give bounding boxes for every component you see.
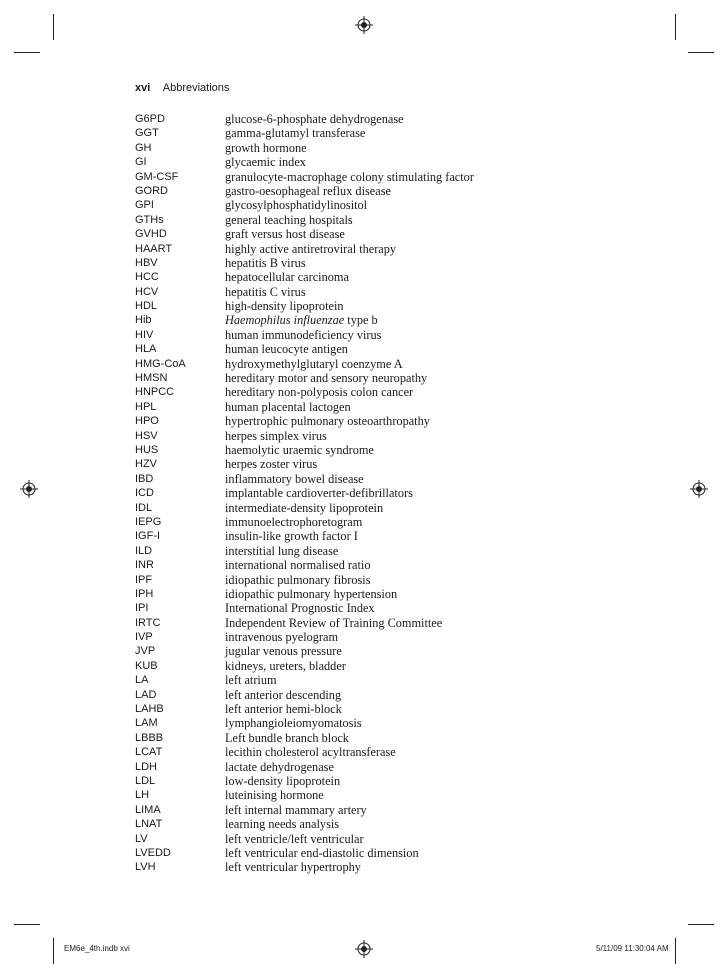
abbreviation-term: KUB: [135, 659, 158, 672]
list-item: [135, 213, 635, 227]
abbreviation-term: G6PD: [135, 113, 165, 125]
abbreviation-definition: idiopathic pulmonary fibrosis: [225, 572, 371, 587]
abbreviation-term: HMSN: [135, 372, 168, 385]
abbreviation-term: LCAT: [135, 746, 163, 759]
abbreviation-definition: granulocyte-macrophage colony stimulating factor: [225, 169, 474, 184]
definition-italic-part: Haemophilus influenzae: [225, 313, 345, 328]
abbreviation-term: GPI: [135, 199, 154, 212]
list-item: [135, 745, 635, 759]
abbreviation-term: IEPG: [135, 515, 162, 528]
registration-mark-icon: [355, 940, 373, 958]
abbreviation-definition: human placental lactogen: [225, 399, 351, 414]
abbreviation-term: LVH: [135, 861, 156, 874]
abbreviation-term: IPH: [135, 587, 154, 600]
list-item: [135, 313, 635, 327]
list-item: [135, 486, 635, 500]
abbreviation-term: HCV: [135, 285, 159, 298]
abbreviation-definition: left anterior descending: [225, 687, 342, 702]
abbreviation-term: HDL: [135, 300, 158, 313]
list-item: [135, 702, 635, 716]
abbreviation-term: GVHD: [135, 228, 167, 241]
list-item: [135, 803, 635, 817]
abbreviation-definition: implantable cardioverter-defibrillators: [225, 486, 413, 501]
list-item: [135, 414, 635, 428]
abbreviation-definition: graft versus host disease: [225, 227, 345, 242]
list-item: [135, 472, 635, 486]
registration-mark-icon: [690, 480, 708, 498]
abbreviation-definition: insulin-like growth factor I: [225, 529, 358, 544]
abbreviation-definition: left internal mammary artery: [225, 802, 367, 817]
abbreviation-term: IGF-I: [135, 530, 161, 543]
abbreviation-definition: human leucocyte antigen: [225, 342, 348, 357]
abbreviation-term: LDL: [135, 774, 156, 787]
registration-mark-icon: [355, 16, 373, 34]
abbreviation-definition: gastro-oesophageal reflux disease: [225, 183, 391, 198]
list-item: [135, 371, 635, 385]
abbreviation-definition: high-density lipoprotein: [225, 299, 344, 314]
abbreviation-definition: international normalised ratio: [225, 558, 371, 573]
abbreviation-term: GH: [135, 141, 152, 154]
abbreviation-definition: growth hormone: [225, 140, 307, 155]
list-item: [135, 529, 635, 543]
abbreviation-definition: International Prognostic Index: [225, 601, 375, 616]
list-item: [135, 141, 635, 155]
abbreviation-definition: Left bundle branch block: [225, 730, 349, 745]
crop-mark: [53, 938, 54, 964]
abbreviation-definition: herpes simplex virus: [225, 428, 327, 443]
abbreviation-term: HLA: [135, 343, 157, 356]
abbreviation-term: GI: [135, 156, 147, 169]
abbreviation-term: HZV: [135, 458, 157, 471]
list-item: [135, 673, 635, 687]
abbreviation-term: LNAT: [135, 818, 163, 831]
abbreviation-term: HUS: [135, 443, 159, 456]
abbreviation-term: LAHB: [135, 703, 164, 716]
abbreviation-term: HSV: [135, 429, 158, 442]
abbreviation-term: IPF: [135, 573, 153, 586]
list-item: [135, 285, 635, 299]
abbreviation-definition: jugular venous pressure: [225, 644, 342, 659]
abbreviation-definition: gamma-glutamyl transferase: [225, 126, 366, 141]
abbreviation-definition: inflammatory bowel disease: [225, 471, 364, 486]
abbreviation-term: LH: [135, 789, 150, 802]
list-item: [135, 400, 635, 414]
abbreviation-term: LDH: [135, 760, 158, 773]
list-item: [135, 716, 635, 730]
list-item: [135, 846, 635, 860]
crop-mark: [688, 52, 714, 53]
crop-mark: [688, 924, 714, 925]
list-item: [135, 601, 635, 615]
abbreviation-definition: glycaemic index: [225, 155, 306, 170]
abbreviation-definition: lecithin cholesterol acyltransferase: [225, 745, 396, 760]
list-item: [135, 155, 635, 169]
abbreviation-definition: intermediate-density lipoprotein: [225, 500, 384, 515]
abbreviation-term: IRTC: [135, 616, 161, 629]
abbreviation-term: HNPCC: [135, 386, 175, 399]
abbreviation-term: GORD: [135, 184, 168, 197]
definition-rest: type b: [344, 313, 378, 328]
abbreviation-definition: lymphangioleiomyomatosis: [225, 716, 362, 731]
running-head-title: Abbreviations: [162, 82, 230, 94]
abbreviation-term: LA: [135, 674, 149, 687]
abbreviation-definition: learning needs analysis: [225, 817, 340, 832]
abbreviation-term: LAD: [135, 688, 157, 701]
list-item: [135, 659, 635, 673]
abbreviation-term: GGT: [135, 127, 159, 140]
abbreviation-term: IVP: [135, 631, 153, 644]
list-item: [135, 385, 635, 399]
abbreviation-definition: highly active antiretroviral therapy: [225, 241, 397, 256]
crop-mark: [14, 52, 40, 53]
abbreviation-definition: left ventricle/left ventricular: [225, 831, 364, 846]
list-item: [135, 501, 635, 515]
slug-file: EM6e_4th.indb xvi: [64, 944, 130, 953]
abbreviation-term: HPL: [135, 400, 157, 413]
list-item: [135, 860, 635, 874]
running-head: [135, 82, 229, 94]
abbreviation-definition: haemolytic uraemic syndrome: [225, 442, 374, 457]
abbreviation-term: ICD: [135, 487, 154, 500]
list-item: [135, 515, 635, 529]
abbreviation-definition: luteinising hormone: [225, 788, 324, 803]
list-item: [135, 328, 635, 342]
abbreviation-definition: herpes zoster virus: [225, 457, 318, 472]
list-item: [135, 817, 635, 831]
list-item: [135, 256, 635, 270]
list-item: [135, 270, 635, 284]
abbreviation-term: INR: [135, 559, 154, 572]
abbreviation-term: LBBB: [135, 731, 164, 744]
abbreviation-definition: interstitial lung disease: [225, 543, 339, 558]
abbreviation-definition: hepatitis B virus: [225, 255, 306, 270]
abbreviation-definition: left ventricular hypertrophy: [225, 860, 361, 875]
list-item: [135, 558, 635, 572]
list-item: [135, 760, 635, 774]
abbreviation-definition: kidneys, ureters, bladder: [225, 658, 346, 673]
abbreviation-term: HIV: [135, 328, 154, 341]
registration-mark-icon: [20, 480, 38, 498]
abbreviation-definition: Independent Review of Training Committee: [225, 615, 443, 630]
list-item: [135, 688, 635, 702]
abbreviation-definition: immunoelectrophoretogram: [225, 514, 363, 529]
list-item: [135, 112, 635, 126]
abbreviation-definition: low-density lipoprotein: [225, 773, 341, 788]
abbreviation-definition: hereditary motor and sensory neuropathy: [225, 371, 428, 386]
abbreviation-definition: glucose-6-phosphate dehydrogenase: [225, 112, 404, 126]
abbreviation-term: GM-CSF: [135, 170, 179, 183]
list-item: [135, 788, 635, 802]
crop-mark: [675, 938, 676, 964]
list-item: [135, 544, 635, 558]
abbreviation-term: HMG-CoA: [135, 357, 186, 370]
abbreviation-term: IBD: [135, 472, 154, 485]
page-number: xvi: [135, 82, 151, 94]
abbreviation-definition: lactate dehydrogenase: [225, 759, 334, 774]
list-item: [135, 573, 635, 587]
abbreviation-term: IDL: [135, 501, 153, 514]
abbreviation-definition: left anterior hemi-block: [225, 702, 342, 717]
abbreviation-term: HPO: [135, 415, 159, 428]
list-item: [135, 832, 635, 846]
abbreviation-definition: left atrium: [225, 673, 277, 688]
abbreviation-definition: hepatocellular carcinoma: [225, 270, 349, 285]
list-item: [135, 587, 635, 601]
list-item: [135, 342, 635, 356]
abbreviation-term: LV: [135, 832, 148, 845]
abbreviation-list: [135, 112, 635, 875]
list-item: [135, 630, 635, 644]
slug-timestamp: 5/11/09 11:30:04 AM: [596, 944, 669, 953]
list-item: [135, 126, 635, 140]
list-item: [135, 731, 635, 745]
list-item: [135, 644, 635, 658]
list-item: [135, 357, 635, 371]
list-item: [135, 184, 635, 198]
abbreviation-term: LVEDD: [135, 846, 171, 859]
list-item: [135, 616, 635, 630]
crop-mark: [14, 924, 40, 925]
abbreviation-definition: hydroxymethylglutaryl coenzyme A: [225, 356, 403, 371]
list-item: [135, 443, 635, 457]
abbreviation-definition: idiopathic pulmonary hypertension: [225, 586, 398, 601]
abbreviation-term: LIMA: [135, 803, 161, 816]
abbreviation-definition: hereditary non-polyposis colon cancer: [225, 385, 414, 400]
abbreviation-term: HCC: [135, 271, 159, 284]
abbreviation-definition: hypertrophic pulmonary osteoarthropathy: [225, 414, 430, 429]
abbreviation-term: LAM: [135, 717, 158, 730]
list-item: [135, 242, 635, 256]
abbreviation-term: JVP: [135, 645, 156, 658]
crop-mark: [53, 14, 54, 40]
abbreviation-definition: general teaching hospitals: [225, 212, 353, 227]
abbreviation-definition: hepatitis C virus: [225, 284, 306, 299]
list-item: [135, 198, 635, 212]
abbreviation-term: HAART: [135, 242, 173, 255]
crop-mark: [675, 14, 676, 40]
list-item: [135, 170, 635, 184]
list-item: [135, 774, 635, 788]
list-item: [135, 457, 635, 471]
abbreviation-definition: [225, 313, 378, 327]
abbreviation-definition: left ventricular end-diastolic dimension: [225, 845, 419, 860]
abbreviation-term: ILD: [135, 544, 153, 557]
abbreviation-definition: intravenous pyelogram: [225, 630, 339, 645]
abbreviation-term: Hib: [135, 314, 152, 327]
list-item: [135, 227, 635, 241]
list-item: [135, 429, 635, 443]
abbreviation-definition: glycosylphosphatidylinositol: [225, 198, 368, 213]
abbreviation-term: GTHs: [135, 213, 164, 226]
abbreviation-definition: human immunodeficiency virus: [225, 327, 382, 342]
abbreviation-term: IPI: [135, 602, 149, 615]
abbreviation-term: HBV: [135, 256, 158, 269]
list-item: [135, 299, 635, 313]
